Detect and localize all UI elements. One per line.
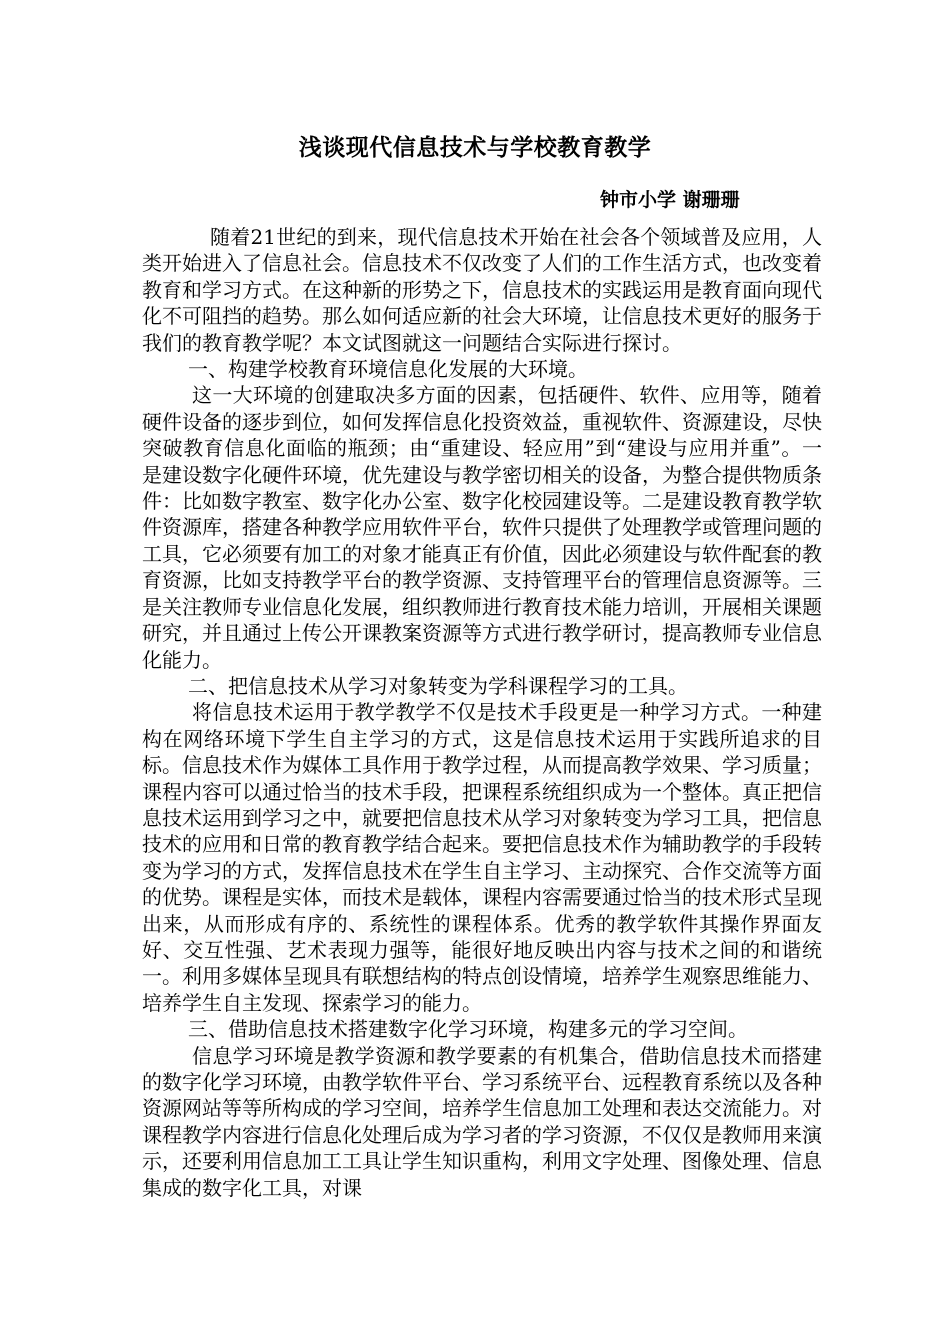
document-body — [142, 224, 822, 1201]
section-heading-1: 一、构建学校教育环境信息化发展的大环境。 — [188, 357, 588, 382]
author-line: 钟市小学 谢珊珊 — [600, 189, 740, 211]
section-3-paragraph: 信息学习环境是教学资源和教学要素的有机集合，借助信息技术而搭建的数字化学习环境，由教学软件平台、学习系统平台、远程教育系统以及各种资源网站等等所构成的学习空间，培养学生信息加工处理和表达交流能力。对课程教学内容进行信息化处理后成为学习者的学习资源，不仅仅是教师用来演示，还要利用信息加工工具让学生知识重构，利用文字处理、图像处理、信息集成的数字化工具，对课 — [142, 1043, 822, 1200]
section-heading-3: 三、借助信息技术搭建数字化学习环境，构建多元的学习空间。 — [188, 1017, 748, 1042]
section-2-paragraph: 将信息技术运用于教学教学不仅是技术手段更是一种学习方式。一种建构在网络环境下学生自主学习的方式，这是信息技术运用于实践所追求的目标。信息技术作为媒体工具作用于教学过程，从而提高教学效果、学习质量；课程内容可以通过恰当的技术手段，把课程系统组织成为一个整体。真正把信息技术运用到学习之中，就要把信息技术从学习对象转变为学习工具，把信息技术的应用和日常的教育教学结合起来。要把信息技术作为辅助教学的手段转变为学习的方式，发挥信息技术在学生自主学习、主动探究、合作交流等方面的优势。课程是实体，而技术是载体，课程内容需要通过恰当的技术形式呈现出来，从而形成有序的、系统性的课程体系。优秀的教学软件其操作界面友好、交互性强、艺术表现力强等，能很好地反映出内容与技术之间的和谐统一。利用多媒体呈现具有联想结构的特点创设情境，培养学生观察思维能力、培养学生自主发现、探索学习的能力。 — [142, 700, 822, 1015]
section-heading-2: 二、把信息技术从学习对象转变为学科课程学习的工具。 — [188, 673, 688, 698]
section-1-paragraph: 这一大环境的创建取决多方面的因素，包括硬件、软件、应用等，随着硬件设备的逐步到位，如何发挥信息化投资效益，重视软件、资源建设，尽快突破教育信息化面临的瓶颈；由“重建设、轻应用”到“建设与应用并重”。一是建设数字化硬件环境，优先建设与教学密切相关的设备，为整合提供物质条件：比如数字教室、数字化办公室、数字化校园建设等。二是建设教育教学软件资源库，搭建各种教学应用软件平台，软件只提供了处理教学或管理问题的工具，它必须要有加工的对象才能真正有价值，因此必须建设与软件配套的教育资源，比如支持教学平台的教学资源、支持管理平台的管理信息资源等。三是关注教师专业信息化发展，组织教师进行教育技术能力培训，开展相关课题研究，并且通过上传公开课教案资源等方式进行教学研讨，提高教师专业信息化能力。 — [142, 383, 822, 672]
document-title: 浅谈现代信息技术与学校教育教学 — [298, 135, 652, 161]
intro-paragraph: 随着21世纪的到来，现代信息技术开始在社会各个领域普及应用，人类开始进入了信息社会。信息技术不仅改变了人们的工作生活方式，也改变着教育和学习方式。在这种新的形势之下，信息技术的实践运用是教育面向现代化不可阻挡的趋势。那么如何适应新的社会大环境，让信息技术更好的服务于我们的教育教学呢？本文试图就这一问题结合实际进行探讨。 — [142, 225, 822, 355]
